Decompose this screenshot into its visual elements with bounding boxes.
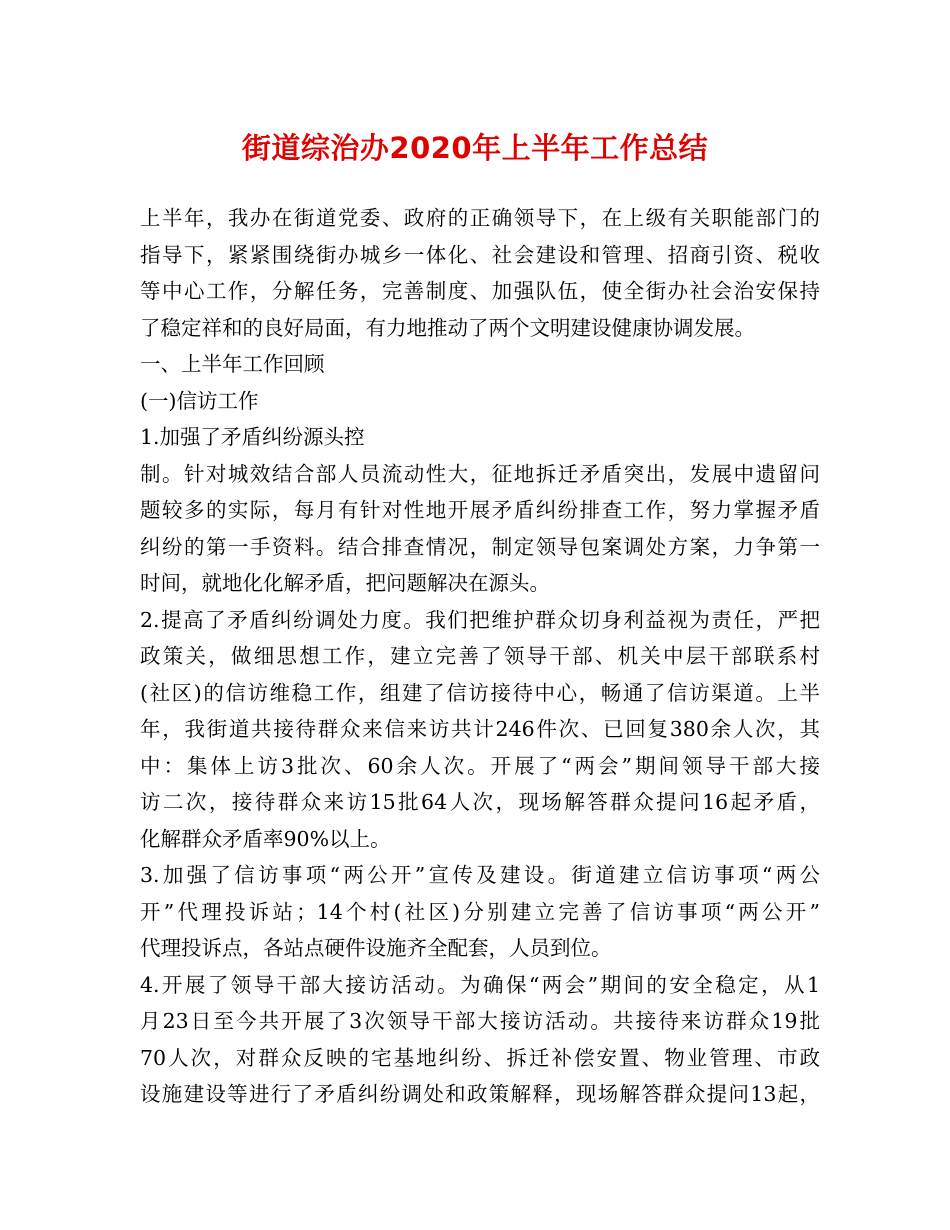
document-title: 街道综治办2020年上半年工作总结 bbox=[241, 131, 709, 165]
text-line: 了稳定祥和的良好局面，有力地推动了两个文明建设健康协调发展。 bbox=[140, 315, 755, 340]
text-line: 制。针对城效结合部人员流动性大，征地拆迁矛盾突出，发展中遗留问 bbox=[140, 461, 820, 486]
text-line: 题较多的实际，每月有针对性地开展矛盾纠纷排查工作，努力掌握矛盾 bbox=[140, 498, 820, 522]
text-line: 月23日至今共开展了3次领导干部大接访活动。共接待来访群众19批 bbox=[140, 1009, 820, 1033]
text-line: 代理投诉点，各站点硬件设施齐全配套，人员到位。 bbox=[140, 936, 612, 960]
document-body bbox=[140, 200, 820, 1113]
text-line: 3.加强了信访事项“两公开”宣传及建设。街道建立信访事项“两公 bbox=[140, 863, 820, 887]
text-line: 时间，就地化化解矛盾，把问题解决在源头。 bbox=[140, 571, 550, 595]
text-line: 政策关，做细思想工作，建立完善了领导干部、机关中层干部联系村 bbox=[140, 644, 820, 668]
text-line: 1.加强了矛盾纠纷源头控 bbox=[140, 425, 365, 449]
text-line: 中：集体上访3批次、60余人次。开展了“两会”期间领导干部大接 bbox=[140, 753, 820, 778]
text-line: 2.提高了矛盾纠纷调处力度。我们把维护群众切身利益视为责任，严把 bbox=[140, 607, 820, 632]
text-line: 访二次，接待群众来访15批64人次，现场解答群众提问16起矛盾， bbox=[140, 790, 820, 814]
text-line: 4.开展了领导干部大接访活动。为确保“两会”期间的安全稳定，从1 bbox=[140, 972, 820, 997]
text-line: 等中心工作，分解任务，完善制度、加强队伍，使全街办社会治安保持 bbox=[140, 279, 820, 303]
text-line: 年，我街道共接待群众来信来访共计246件次、已回复380余人次，其 bbox=[140, 717, 820, 741]
text-line: (社区)的信访维稳工作，组建了信访接待中心，畅通了信访渠道。上半 bbox=[140, 680, 820, 705]
text-line: (一)信访工作 bbox=[140, 388, 259, 413]
text-line: 上半年，我办在街道党委、政府的正确领导下，在上级有关职能部门的 bbox=[140, 206, 820, 230]
text-line: 一、上半年工作回顾 bbox=[140, 352, 325, 376]
text-line: 70人次，对群众反映的宅基地纠纷、拆迁补偿安置、物业管理、市政 bbox=[140, 1045, 820, 1070]
text-line: 开”代理投诉站；14个村(社区)分别建立完善了信访事项“两公开” bbox=[140, 899, 820, 924]
text-line: 纠纷的第一手资料。结合排查情况，制定领导包案调处方案，力争第一 bbox=[140, 534, 820, 559]
text-line: 指导下，紧紧围绕街办城乡一体化、社会建设和管理、招商引资、税收 bbox=[140, 242, 820, 267]
text-line: 设施建设等进行了矛盾纠纷调处和政策解释，现场解答群众提问13起， bbox=[140, 1082, 820, 1106]
text-line: 化解群众矛盾率90%以上。 bbox=[140, 826, 391, 851]
